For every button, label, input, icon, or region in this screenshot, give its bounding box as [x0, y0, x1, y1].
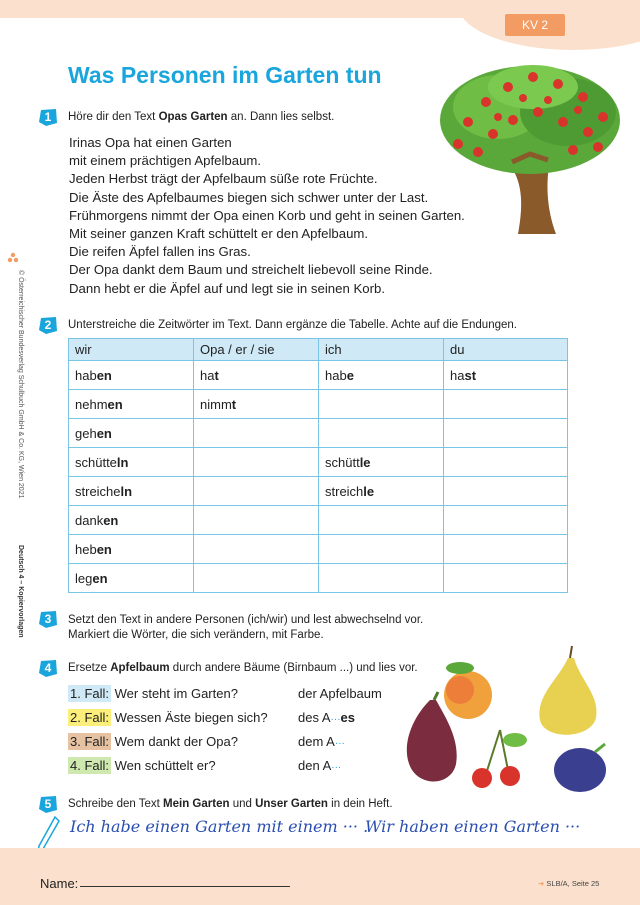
cell-er [194, 535, 319, 564]
cell-wir: schütteln [69, 448, 194, 477]
cell-wir: danken [69, 506, 194, 535]
cell-wir: nehmen [69, 390, 194, 419]
cell-du [444, 390, 568, 419]
name-write-line [80, 886, 290, 887]
task-1-instruction: Höre dir den Text Opas Garten an. Dann lies selbst. [68, 111, 335, 123]
task-number-1: 1 [38, 108, 58, 127]
col-header-wir: wir [69, 339, 194, 361]
story-text [69, 134, 465, 298]
cell-ich: schüttle [319, 448, 444, 477]
page-title: Was Personen im Garten tun [68, 62, 382, 88]
arrow-right-icon: ➔ [538, 879, 545, 888]
table-row [69, 390, 568, 419]
cell-ich [319, 564, 444, 593]
cell-du [444, 448, 568, 477]
col-header-ich: ich [319, 339, 444, 361]
cell-wir: heben [69, 535, 194, 564]
cell-du [444, 506, 568, 535]
cell-wir: legen [69, 564, 194, 593]
publisher-logo-icon [7, 252, 19, 264]
cell-ich [319, 419, 444, 448]
story-line: Jeden Herbst trägt der Apfelbaum süße rote Früchte. [69, 171, 378, 187]
handwriting-example-left: Ich habe einen Garten mit einem ··· . [70, 817, 369, 836]
cell-wir: gehen [69, 419, 194, 448]
copyright-text: © Österreichischer Bundesverlag Schulbuch GmbH & Co. KG, Wien 2021 [17, 270, 24, 499]
story-line: Frühmorgens nimmt der Opa einen Korb und geht in seinen Garten. [69, 207, 465, 223]
name-label: Name: [40, 876, 79, 891]
story-line: Die Äste des Apfelbaumes biegen sich schwer unter der Last. [69, 189, 429, 205]
table-row [69, 477, 568, 506]
story-line: Irinas Opa hat einen Garten [69, 135, 232, 150]
task-number-3: 3 [38, 610, 58, 629]
task-number-5: 5 [38, 795, 58, 814]
cell-du [444, 535, 568, 564]
cell-du [444, 564, 568, 593]
apple-tree-illustration [438, 62, 623, 234]
fruit-illustration [390, 640, 630, 800]
page-reference: ➔ SLB/A, Seite 25 [538, 879, 600, 888]
table-row [69, 535, 568, 564]
table-row [69, 448, 568, 477]
case-row-4: 4. Fall: Wen schüttelt er? den A··· [70, 758, 342, 773]
task-4-instruction: Ersetze Apfelbaum durch andere Bäume (Birnbaum ...) und lies vor. [68, 662, 418, 674]
task-3-instruction: Setzt den Text in andere Personen (ich/wir) und lest abwechselnd vor. Markiert die Wörter, die sich verändern, mit Farbe. [68, 614, 424, 641]
story-line: Dann hebt er die Äpfel auf und legt sie in seinen Korb. [69, 280, 385, 296]
col-header-er: Opa / er / sie [194, 339, 319, 361]
story-line: mit einem prächtigen Apfelbaum. [69, 153, 262, 169]
cell-er: hat [194, 361, 319, 390]
cell-du [444, 419, 568, 448]
cell-er [194, 448, 319, 477]
task-5-instruction: Schreibe den Text Mein Garten und Unser Garten in dein Heft. [68, 798, 393, 810]
handwriting-example-right: Wir haben einen Garten ··· [365, 817, 581, 836]
table-row [69, 361, 568, 390]
cell-er [194, 419, 319, 448]
cell-er [194, 477, 319, 506]
cell-wir: streicheln [69, 477, 194, 506]
case-row-3: 3. Fall: Wem dankt der Opa? dem A··· [70, 734, 345, 749]
table-header-row [69, 339, 568, 361]
cell-er [194, 506, 319, 535]
cell-er: nimmt [194, 390, 319, 419]
task-number-2: 2 [38, 316, 58, 335]
table-row [69, 419, 568, 448]
footer-band [0, 848, 640, 905]
task-number-4: 4 [38, 659, 58, 678]
verb-table [68, 338, 568, 593]
case-row-1: 1. Fall: Wer steht im Garten? der Apfelbaum [70, 686, 382, 701]
cell-ich [319, 390, 444, 419]
series-text: Deutsch 4 – Kopiervorlagen [17, 545, 24, 638]
case-row-2: 2. Fall: Wessen Äste biegen sich? des A···es [70, 710, 355, 725]
cell-ich: habe [319, 361, 444, 390]
story-line: Die reifen Äpfel fallen ins Gras. [69, 244, 251, 260]
task-2-instruction: Unterstreiche die Zeitwörter im Text. Dann ergänze die Tabelle. Achte auf die Endungen. [68, 319, 517, 331]
cell-du: hast [444, 361, 568, 390]
cell-ich [319, 506, 444, 535]
col-header-du: du [444, 339, 568, 361]
cell-ich [319, 535, 444, 564]
cell-ich: streichle [319, 477, 444, 506]
table-row [69, 564, 568, 593]
story-line: Mit seiner ganzen Kraft schüttelt er den Apfelbaum. [69, 226, 369, 242]
table-row [69, 506, 568, 535]
cell-er [194, 564, 319, 593]
story-line: Der Opa dankt dem Baum und streichelt liebevoll seine Rinde. [69, 262, 433, 278]
worksheet-badge: KV 2 [505, 14, 565, 36]
cell-du [444, 477, 568, 506]
cell-wir: haben [69, 361, 194, 390]
